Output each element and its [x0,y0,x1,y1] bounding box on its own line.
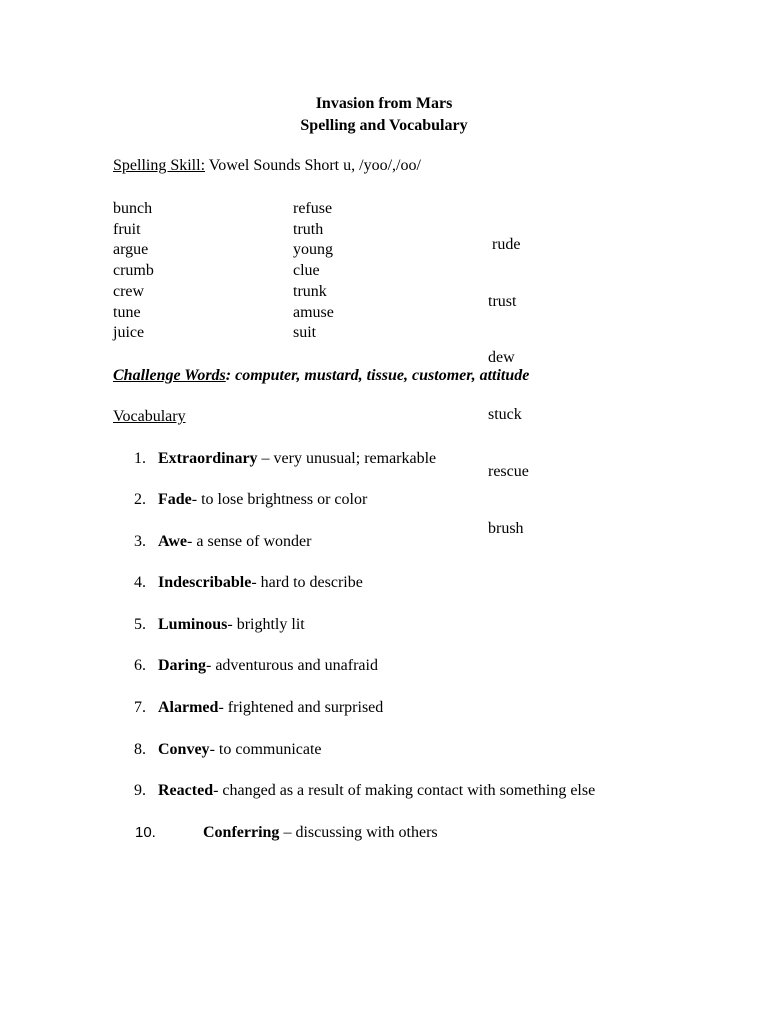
vocab-definition: - a sense of wonder [187,533,312,550]
spelling-skill-line [113,156,421,176]
item-number: 4. [134,574,146,591]
spelling-word: argue [113,241,149,259]
vocab-term: Luminous [158,616,228,633]
spelling-skill-label: Spelling Skill: [113,157,206,174]
spelling-word: tune [113,303,141,321]
spelling-word: crumb [113,262,154,280]
vocabulary-heading: Vocabulary [113,408,186,425]
page-subtitle: Spelling and Vocabulary [300,117,468,134]
vocab-term: Fade [158,491,192,508]
item-number: 6. [134,657,146,674]
vocabulary-item [134,698,383,718]
vocab-term: Awe [158,533,188,550]
spelling-word: brush [488,519,524,537]
vocabulary-item [134,490,367,510]
spelling-column-2 [293,199,334,344]
vocab-definition: - to lose brightness or color [191,491,368,508]
spelling-word: truth [293,220,324,238]
vocabulary-item [134,449,436,469]
spelling-word: bunch [113,200,153,217]
item-number: 3. [134,533,146,550]
vocab-term: Indescribable [158,574,252,591]
item-number: 5. [134,616,146,633]
spelling-word: trust [488,292,517,310]
vocab-definition: - frightened and surprised [218,699,384,716]
spelling-word: fruit [113,220,141,238]
vocabulary-item [134,740,322,760]
vocab-definition: - hard to describe [251,574,363,591]
vocabulary-item [134,781,595,801]
vocab-term: Daring [158,657,206,674]
vocab-term: Extraordinary [158,450,258,467]
spelling-word: crew [113,282,145,300]
spelling-skill-text: Vowel Sounds Short u, /yoo/,/oo/ [205,157,421,174]
challenge-words-label: Challenge Words [113,367,226,384]
spelling-word: clue [293,262,320,280]
spelling-column-1 [113,199,154,344]
challenge-words-list: : computer, mustard, tissue, customer, attitude [225,367,530,384]
vocab-term: Convey [158,741,210,758]
spelling-word: amuse [293,303,334,321]
spelling-word: suit [293,324,317,342]
vocabulary-item [134,656,378,676]
spelling-word: stuck [488,406,522,424]
vocab-definition: - to communicate [209,741,322,758]
spelling-word: rude [488,236,521,253]
item-number: 1. [134,450,146,467]
vocabulary-item [134,615,305,635]
vocab-definition: - changed as a result of making contact with something else [213,782,596,799]
item-number: 9. [134,782,146,799]
item-number: 10. [135,824,156,841]
page-title: Invasion from Mars [315,95,453,112]
spelling-word: rescue [488,462,529,480]
vocabulary-item [134,532,311,552]
vocabulary-item [134,573,363,593]
item-number: 2. [134,491,146,508]
vocabulary-item [135,823,438,843]
spelling-word: refuse [293,200,333,217]
item-number: 7. [134,699,146,716]
spelling-word: juice [113,324,145,342]
challenge-words-line [113,366,529,386]
vocab-term: Reacted [158,782,214,799]
vocab-definition: - adventurous and unafraid [206,657,378,674]
vocab-definition: – very unusual; remarkable [257,450,437,467]
vocab-definition: - brightly lit [227,616,305,633]
spelling-word: dew [488,349,515,367]
vocab-definition: – discussing with others [279,824,438,841]
item-number: 8. [134,741,146,758]
vocab-term: Conferring [203,824,280,841]
spelling-column-3 [488,199,529,575]
spelling-word: young [293,241,333,259]
vocab-term: Alarmed [158,699,219,716]
spelling-word: trunk [293,282,327,300]
